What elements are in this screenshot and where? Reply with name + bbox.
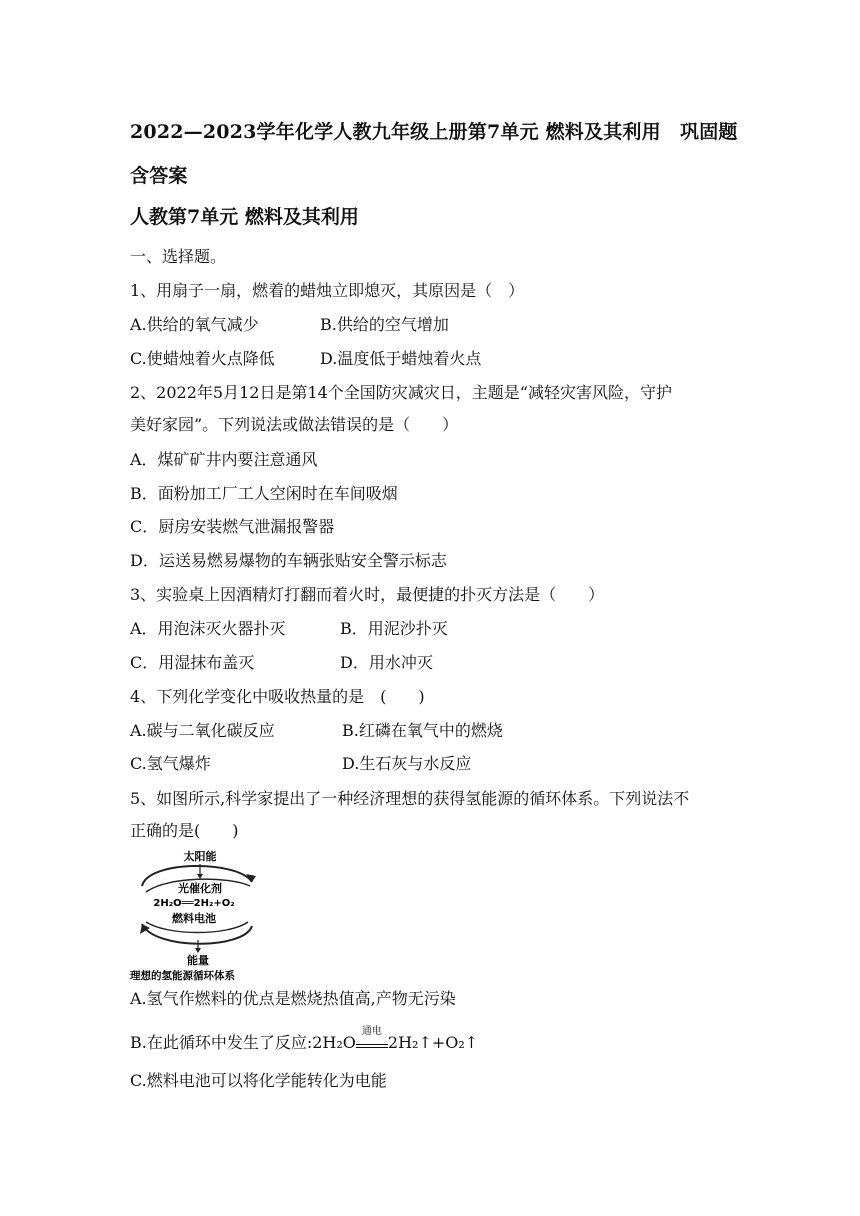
- question-2-option-b: B．面粉加工厂工人空闲时在车间吸烟: [130, 484, 398, 503]
- diagram-caption: 理想的氢能源循环体系: [130, 970, 235, 982]
- question-5-option-a: A.氢气作燃料的优点是燃烧热值高,产物无污染: [130, 989, 456, 1008]
- question-1-option-row-2: [130, 348, 482, 370]
- catalyst-label: 光催化剂: [178, 882, 222, 895]
- question-3-stem: 3、实验桌上因酒精灯打翻而着火时，最便捷的扑灭方法是（ ）: [130, 585, 605, 604]
- question-3-option-c: C．用湿抹布盖灭: [130, 653, 255, 672]
- question-5-option-b-suffix: 2H₂↑+O₂↑: [387, 1033, 479, 1052]
- question-2-option-c: C．厨房安装燃气泄漏报警器: [130, 517, 335, 536]
- question-2-stem-line-1: 2、2022年5月12日是第14个全国防灾减灾日，主题是“减轻灾害风险，守护: [130, 383, 672, 402]
- sun-arrow-head: [197, 874, 203, 879]
- equals-bar: [356, 1044, 388, 1048]
- question-1-option-a: A.供给的氧气减少: [130, 315, 259, 334]
- reaction-equation: 2H₂O══2H₂+O₂: [153, 898, 235, 909]
- question-1-option-b: B.供给的空气增加: [320, 315, 449, 334]
- question-4-option-row-1: [130, 720, 503, 742]
- electrolysis-condition-label: 通电: [361, 1026, 382, 1037]
- question-3-option-b: B．用泥沙扑灭: [340, 619, 448, 638]
- question-3-option-d: D．用水冲灭: [340, 653, 433, 672]
- question-4-option-row-2: [130, 753, 472, 775]
- question-3-option-row-2: [130, 652, 433, 674]
- solar-energy-label: 太阳能: [183, 850, 217, 863]
- unit-subtitle: 人教第7单元 燃料及其利用: [130, 206, 359, 228]
- question-1-option-c: C.使蜡烛着火点降低: [130, 349, 275, 368]
- question-5-stem-line-2: 正确的是( ): [130, 821, 239, 840]
- question-4-option-c: C.氢气爆炸: [130, 754, 211, 773]
- question-4-stem: 4、下列化学变化中吸收热量的是 ( ): [130, 687, 425, 706]
- section-heading: 一、选择题。: [130, 247, 227, 266]
- question-3-option-row-1: [130, 618, 448, 640]
- question-2-option-a: A．煤矿矿井内要注意通风: [130, 450, 318, 469]
- question-5-stem-line-1: 5、如图所示,科学家提出了一种经济理想的获得氢能源的循环体系。下列说法不: [130, 789, 690, 808]
- question-5-option-b: [130, 1026, 479, 1054]
- question-5-option-b-prefix: B.在此循环中发生了反应:2H₂O: [130, 1033, 356, 1052]
- question-1-option-row-1: [130, 314, 449, 336]
- question-2-option-d: D．运送易燃易爆物的车辆张贴安全警示标志: [130, 551, 447, 570]
- fuel-cell-label: 燃料电池: [172, 912, 216, 925]
- question-2-stem-line-2: 美好家园”。下列说法或做法错误的是（ ）: [130, 415, 459, 434]
- question-4-option-a: A.碳与二氧化碳反应: [130, 721, 275, 740]
- question-1-stem: 1、用扇子一扇，燃着的蜡烛立即熄灭，其原因是（ ）: [130, 281, 525, 300]
- hydrogen-cycle-diagram: [128, 846, 268, 982]
- electrolysis-condition: [356, 1026, 388, 1048]
- energy-arrow-head: [195, 948, 201, 953]
- document-title: 2022—2023学年化学人教九年级上册第7单元 燃料及其利用 巩固题含答案: [130, 121, 738, 187]
- energy-label: 能量: [187, 954, 209, 967]
- question-4-option-d: D.生石灰与水反应: [342, 754, 472, 773]
- question-4-option-b: B.红磷在氧气中的燃烧: [342, 721, 503, 740]
- question-1-option-d: D.温度低于蜡烛着火点: [320, 349, 482, 368]
- question-3-option-a: A．用泡沫灭火器扑灭: [130, 619, 286, 638]
- question-5-option-c: C.燃料电池可以将化学能转化为电能: [130, 1071, 387, 1090]
